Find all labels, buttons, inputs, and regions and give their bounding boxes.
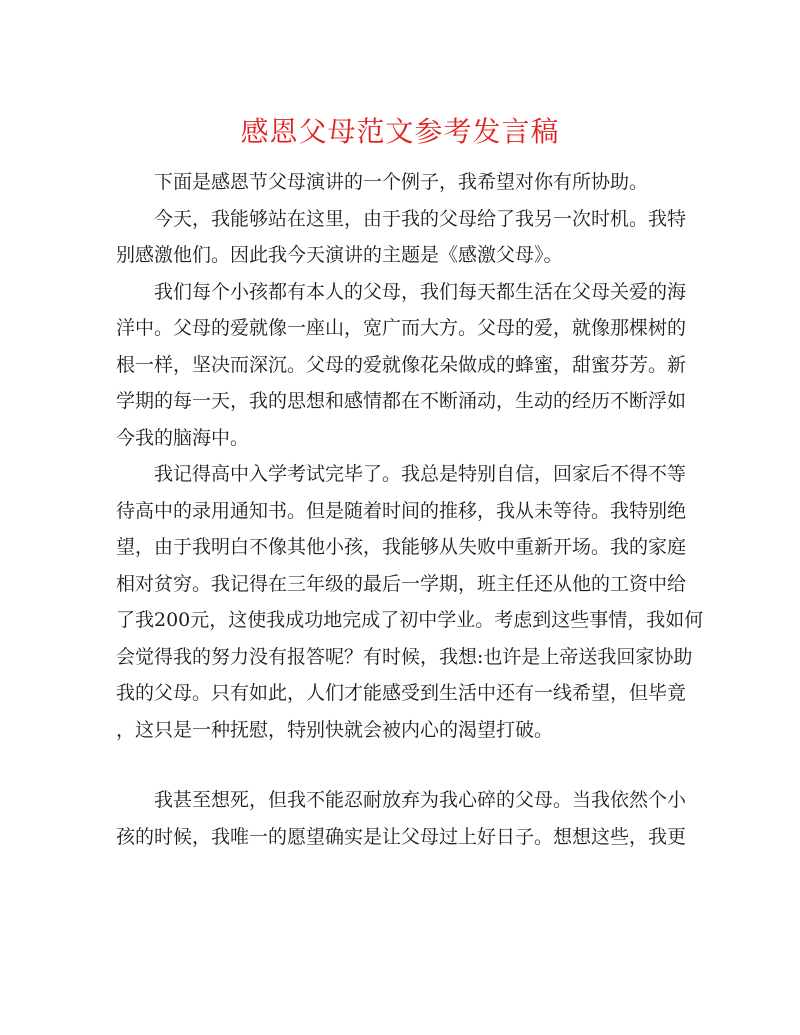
paragraph-line: ，这只是一种抚慰，特别快就会被内心的渴望打破。: [116, 718, 554, 741]
paragraph-line: 今天，我能够站在这里，由于我的父母给了我另一次时机。我特: [154, 207, 687, 230]
paragraph-line: 下面是感恩节父母演讲的一个例子，我希望对你有所协助。: [154, 171, 649, 193]
paragraph-line: 别感激他们。因此我今天演讲的主题是《感激父母》。: [116, 244, 563, 266]
paragraph-line: 今我的脑海中。: [116, 426, 250, 449]
paragraph-line: 我的父母。只有如此，人们才能感受到生活中还有一线希望，但毕竟: [116, 682, 687, 704]
paragraph-1: [116, 164, 676, 201]
paragraph-line: 根一样，坚决而深沉。父母的爱就像花朵做成的蜂蜜，甜蜜芬芳。新: [116, 353, 687, 376]
paragraph-line: 学期的每一天，我的思想和感情都在不断涌动，生动的经历不断浮如: [116, 390, 687, 412]
paragraph-5: [116, 782, 687, 855]
paragraph-line: 了我200元，这使我成功地完成了初中学业。考虑到这些事情，我如何: [116, 609, 704, 631]
paragraph-2: [116, 201, 687, 274]
paragraph-line: 我们每个小孩都有本人的父母，我们每天都生活在父母关爱的海: [154, 280, 687, 303]
paragraph-line: 会觉得我的努力没有报答呢？有时候，我想:也许是上帝送我回家协助: [116, 645, 693, 668]
paragraph-line: 孩的时候，我唯一的愿望确实是让父母过上好日子。想想这些，我更: [116, 825, 687, 848]
paragraph-line: 相对贫穷。我记得在三年级的最后一学期，班主任还从他的工资中给: [116, 572, 687, 595]
paragraph-4: [116, 456, 704, 748]
document-title: 感恩父母范文参考发言稿: [240, 115, 560, 148]
paragraph-3: [116, 274, 687, 457]
paragraph-line: 洋中。父母的爱就像一座山，宽广而大方。父母的爱，就像那棵树的: [116, 317, 687, 339]
paragraph-line: 我记得高中入学考试完毕了。我总是特别自信，回家后不得不等: [154, 463, 687, 485]
document-body: [116, 164, 704, 855]
paragraph-line: 待高中的录用通知书。但是随着时间的推移，我从未等待。我特别绝: [116, 499, 687, 522]
paragraph-line: 望，由于我明白不像其他小孩，我能够从失败中重新开场。我的家庭: [116, 536, 687, 558]
paragraph-line: 我甚至想死，但我不能忍耐放弃为我心碎的父母。当我依然个小: [154, 789, 687, 811]
